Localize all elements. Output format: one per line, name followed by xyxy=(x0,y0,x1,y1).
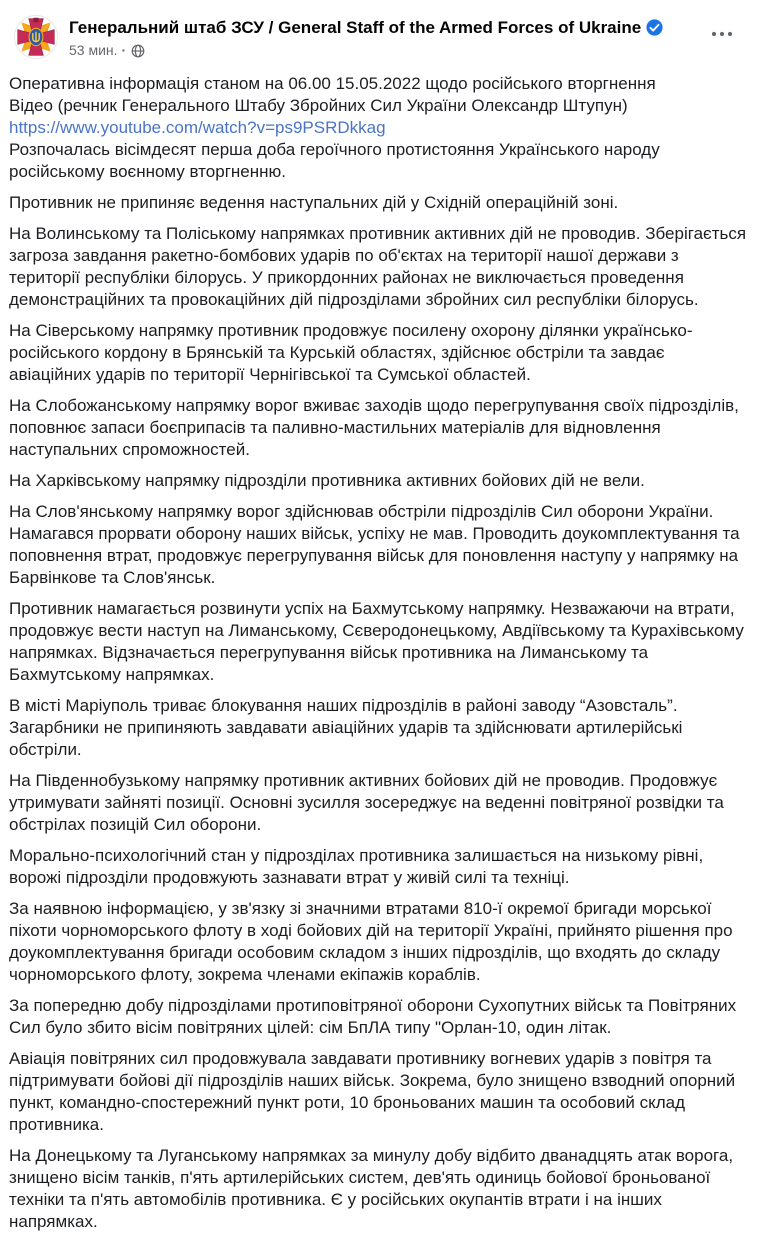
page-name-row xyxy=(69,17,703,38)
meta-separator: · xyxy=(121,42,127,58)
post-paragraph: Противник не припиняє ведення наступальних дій у Східній операційній зоні. xyxy=(9,193,619,212)
post-paragraph: За попередню добу підрозділами протиповітряної оборони Сухопутних військ та Повітряних Сил було збито вісім повітряних цілей: сім БпЛА типу "Орлан-10, один літак. xyxy=(9,996,737,1037)
post-paragraph: На Харківському напрямку підрозділи противника активних бойових дій не вели. xyxy=(9,471,645,490)
intro-line-2: Відео (речник Генерального Штабу Збройних Сил України Олександр Штупун) xyxy=(9,96,628,115)
more-options-button[interactable] xyxy=(703,19,741,54)
post-intro-paragraph xyxy=(9,73,747,183)
post-paragraph: На Донецькому та Луганському напрямках за минулу добу відбито дванадцять атак ворога, знищено вісім танків, п'ять артилерійських систем, дев'ять одиниць бойової броньованої техніки та п'ять автомобілів противника. Є у російських окупантів втрати і на інших напрямках. xyxy=(9,1146,734,1231)
post-paragraphs xyxy=(9,192,747,1233)
globe-public-icon xyxy=(131,44,145,58)
post-paragraph: За наявною інформацією, у зв'язку зі значними втратами 810-ї окремої бригади морської піхоти чорноморського флоту в ході бойових дій на території Україні, прийнято рішення про доукомплектування бригади особовим складом з інших підрозділів, що входять до складу чорноморського флоту, зокрема членами екіпажів кораблів. xyxy=(9,899,733,984)
post-paragraph: На Південнобузькому напрямку противник активних бойових дій не проводив. Продовжує утримувати зайняті позиції. Основні зусилля зосереджує на веденні повітряної розвідки та обстрілах позицій Сил оборони. xyxy=(9,771,724,834)
avatar[interactable] xyxy=(14,15,58,59)
post-header-text xyxy=(69,15,703,59)
post-paragraph: Противник намагається розвинути успіх на Бахмутському напрямку. Незважаючи на втрати, продовжує вести наступ на Лиманському, Сєверодонецькому, Авдіївському та Курахівському напрямках. Відзначається перегрупування військ противника на Лиманському та Бахмутському напрямках. xyxy=(9,599,744,684)
post-header xyxy=(0,0,761,65)
verified-badge-icon xyxy=(646,19,663,36)
youtube-link[interactable]: https://www.youtube.com/watch?v=ps9PSRDkkag xyxy=(9,118,386,137)
post-paragraph: На Слов'янському напрямку ворог здійснював обстріли підрозділів Сил оборони України. Намагався прорвати оборону наших військ, успіху не мав. Проводить доукомплектування та поповнення втрат, продовжує перегрупування військ для поновлення наступу у напрямку на Барвінкове та Слов'янськ. xyxy=(9,502,740,587)
post-paragraph: Морально-психологічний стан у підрозділах противника залишається на низькому рівні, ворожі підрозділи продовжують зазнавати втрат у живій силі та техніці. xyxy=(9,846,704,887)
page-title[interactable]: Генеральний штаб ЗСУ / General Staff of the Armed Forces of Ukraine xyxy=(69,18,642,37)
timestamp[interactable]: 53 мин. xyxy=(69,42,118,58)
general-staff-emblem-icon xyxy=(14,15,58,59)
intro-line-1: Оперативна інформація станом на 06.00 15.05.2022 щодо російського вторгнення xyxy=(9,74,656,93)
post-paragraph: Авіація повітряних сил продовжувала завдавати противнику вогневих ударів з повітря та підтримувати бойові дії підрозділів наших військ. Зокрема, було знищено взводний опорний пункт, командно-спостережний пункт роти, 10 броньованих машин та особовий склад противника. xyxy=(9,1049,736,1134)
post-paragraph: На Сіверському напрямку противник продовжує посилену охорону ділянки українсько-російського кордону в Брянській та Курській областях, здійснює обстріли та завдає авіаційних ударів по території Чернігівської та Сумської областей. xyxy=(9,321,693,384)
post-paragraph: В місті Маріуполь триває блокування наших підрозділів в районі заводу “Азовсталь”. Загарбники не припиняють завдавати авіаційних ударів та здійснювати артилерійські обстріли. xyxy=(9,696,683,759)
post-paragraph: На Слобожанському напрямку ворог вживає заходів щодо перегрупування своїх підрозділів, поповнює запаси боєприпасів та паливно-мастильних матеріалів для відновлення наступальних спроможностей. xyxy=(9,396,739,459)
ellipsis-icon xyxy=(709,28,735,45)
post-paragraph: На Волинському та Поліському напрямках противник активних дій не проводив. Зберігається загроза завдання ракетно-бомбових ударів по об'єктах на території нашої держави з території республіки білорусь. У прикордонних районах не виключається проведення демонстраційних та провокаційних дій підрозділами збройних сил республіки білорусь. xyxy=(9,224,747,309)
post-body xyxy=(0,65,761,1243)
intro-line-3: Розпочалась вісімдесят перша доба героїчного протистояння Українського народу російському воєнному вторгненню. xyxy=(9,140,660,181)
post-meta xyxy=(69,41,703,59)
